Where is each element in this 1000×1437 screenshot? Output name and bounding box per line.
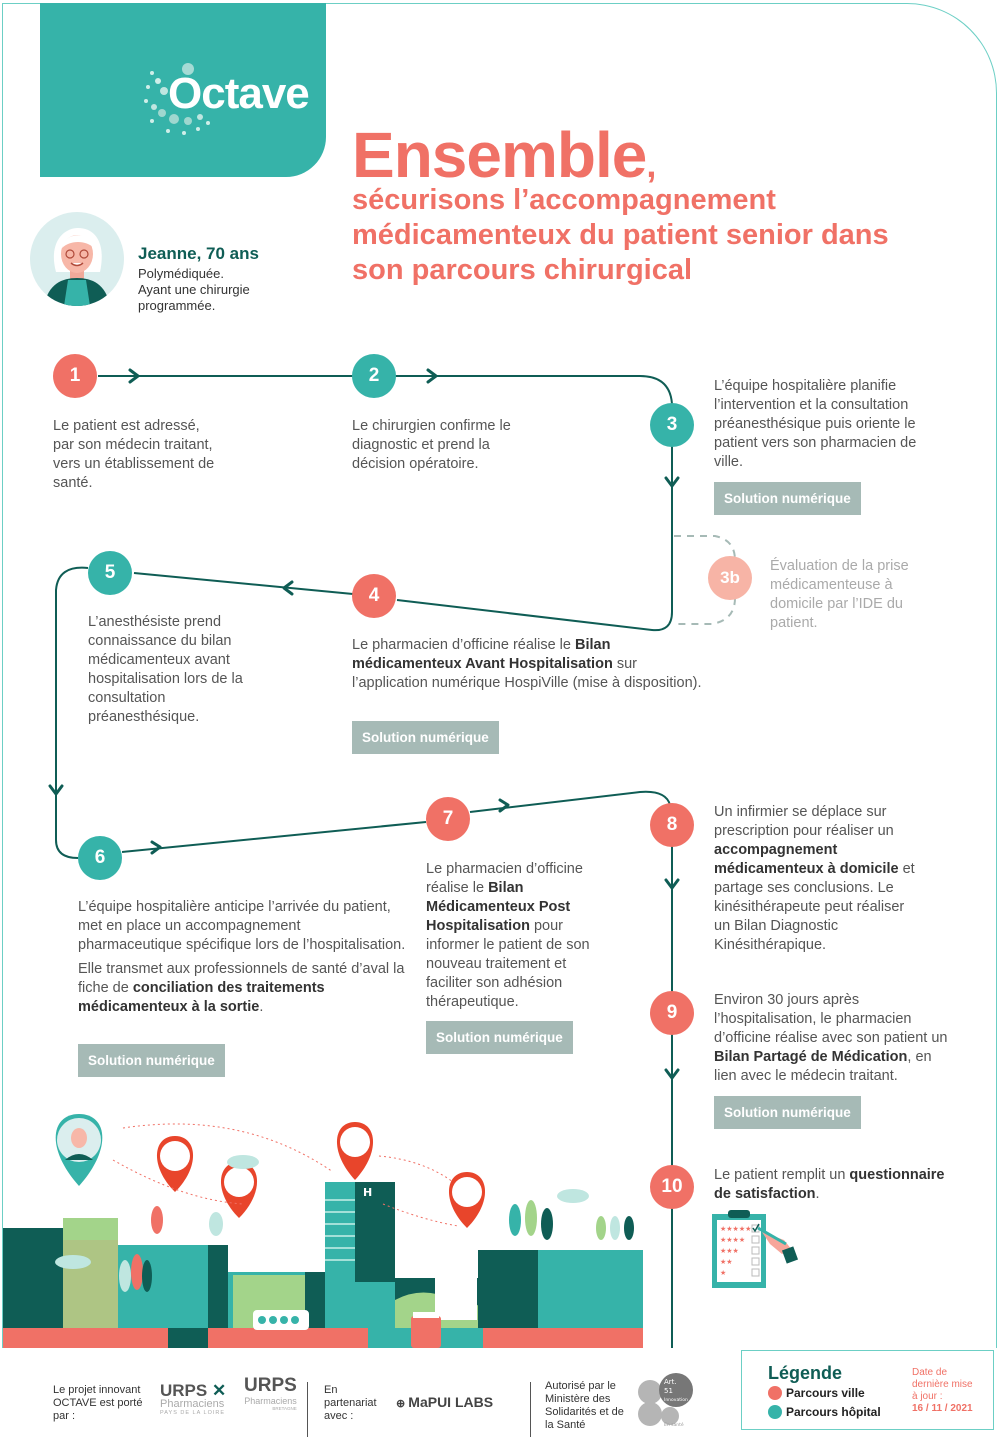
stethoscope-pin-icon	[449, 1172, 485, 1228]
text: Elle transmet aux professionnels de santé d’aval la fiche de	[78, 961, 405, 996]
step-9-description	[714, 991, 954, 1086]
highlight: accompagnement médicamenteux à domicile	[714, 842, 899, 877]
legend-dot-hopital-icon	[768, 1405, 782, 1419]
text: Le pharmacien d’officine réalise le	[352, 637, 576, 653]
last-update-label: Date de dernière mise à jour :	[912, 1367, 973, 1402]
urps2-sub: Pharmaciens	[244, 1396, 297, 1406]
step-6-description	[78, 898, 408, 1017]
headline	[352, 118, 655, 192]
step-2-badge: 2	[352, 354, 396, 398]
step-8-badge: 8	[650, 803, 694, 847]
art51-l2: 51	[664, 1387, 673, 1395]
highlight: questionnaire de satisfaction	[714, 1167, 945, 1202]
text: Environ 30 jours après l’hospitalisation, le pharmacien d’officine réalise avec son patient un	[714, 992, 948, 1046]
step-3-description: L’équipe hospitalière planifie l’intervention et la consultation préanesthésique puis oriente le patient vers son pharmacien de ville.	[714, 378, 917, 470]
art51-l1: Art.	[664, 1378, 677, 1386]
legend	[741, 1350, 994, 1430]
step-9-badge: 9	[650, 991, 694, 1035]
art51-l3: Innovation	[664, 1398, 688, 1403]
headline-comma: ,	[646, 144, 656, 185]
legend-label: Parcours hôpital	[786, 1405, 881, 1419]
art51-l4: En santé	[664, 1423, 684, 1428]
highlight: Bilan Médicamenteux Post Hospitalisation	[426, 880, 571, 934]
text: pour informer le patient de son nouveau traitement et faciliter son adhésion thérapeutique.	[426, 918, 590, 1010]
text: , en lien avec le médecin traitant.	[714, 1049, 932, 1084]
legend-label: Parcours ville	[786, 1386, 865, 1400]
urps1-name-text: URPS	[160, 1381, 208, 1400]
step-10-badge: 10	[650, 1165, 694, 1209]
legend-title: Légende	[768, 1363, 843, 1383]
step-2-description: Le chirurgien confirme le diagnostic et prend la décision opératoire.	[352, 418, 511, 472]
highlight: Bilan Partagé de Médication	[714, 1049, 908, 1065]
step-10-description	[714, 1166, 954, 1204]
step-3b-badge: 3b	[708, 556, 752, 600]
pharmacy-pin-icon	[157, 1136, 193, 1192]
step-9-solution-button[interactable]: Solution numérique	[714, 1096, 861, 1129]
carried-by-label: Le projet innovant OCTAVE est porté par :	[53, 1384, 143, 1422]
urps-pays-de-la-loire-logo	[160, 1382, 226, 1416]
step-6-solution-button[interactable]: Solution numérique	[78, 1044, 225, 1077]
text: sur l’application numérique HospiVille (mise à disposition).	[352, 656, 702, 691]
art51-logo	[636, 1372, 694, 1428]
legend-item-hopital	[768, 1405, 881, 1419]
last-update	[912, 1367, 974, 1415]
urps1-sub: Pharmaciens	[160, 1398, 225, 1410]
text: L’équipe hospitalière anticipe l’arrivée du patient, met en place un accompagnement pharmaceutique spécifique lors de l’hospitalisation.	[78, 899, 406, 953]
legend-item-ville	[768, 1386, 865, 1400]
step-1-badge: 1	[53, 354, 97, 398]
step-7-description	[426, 860, 606, 1012]
svg-text:★★: ★★	[720, 1258, 733, 1266]
text: Un infirmier se déplace sur prescription pour réaliser un	[714, 804, 894, 839]
text: .	[815, 1186, 820, 1202]
step-4-description	[352, 636, 702, 693]
svg-text:★: ★	[720, 1269, 727, 1277]
text: Le patient remplit un	[714, 1167, 850, 1183]
subtitle: sécurisons l’accompagnement médicamenteux du patient senior dans son parcours chirurgical	[352, 184, 889, 286]
urps-bretagne-logo	[230, 1376, 297, 1411]
text: Le pharmacien d’officine réalise le	[426, 861, 583, 896]
city-illustration	[3, 1100, 643, 1348]
senior-woman-icon	[30, 212, 124, 306]
partner-label: En partenariat avec :	[324, 1384, 377, 1422]
step-8-description	[714, 803, 924, 955]
svg-text:★★★★: ★★★★	[720, 1236, 746, 1244]
urps2-name: URPS	[244, 1375, 297, 1396]
logo-panel	[40, 3, 326, 177]
mapui-labs-logo	[396, 1394, 493, 1410]
satisfaction-clipboard-icon	[712, 1210, 802, 1290]
mapui-icon: ⊕	[396, 1398, 409, 1410]
urps1-region: PAYS DE LA LOIRE	[160, 1410, 226, 1416]
footer-divider	[307, 1382, 308, 1437]
hospital-sign: H	[363, 1186, 373, 1199]
last-update-date: 16 / 11 / 2021	[912, 1403, 973, 1414]
authorized-label: Autorisé par le Ministère des Solidarités et de la Santé	[545, 1380, 624, 1431]
step-5-badge: 5	[88, 551, 132, 595]
physiotherapy-pin-icon	[221, 1162, 257, 1218]
svg-text:★★★★★: ★★★★★	[720, 1225, 752, 1233]
svg-text:★★★: ★★★	[720, 1247, 739, 1255]
text: et partage ses conclusions. Le kinésithérapeute peut réaliser un Bilan Diagnostic Kinésithérapique.	[714, 861, 915, 953]
text: .	[259, 999, 264, 1015]
step-3-badge: 3	[650, 403, 694, 447]
highlight: Bilan médicamenteux Avant Hospitalisation	[352, 637, 613, 672]
persona-description	[138, 266, 298, 314]
highlight: conciliation des traitements médicamenteux à la sortie	[78, 980, 325, 1015]
text	[78, 960, 408, 1017]
step-7-solution-button[interactable]: Solution numérique	[426, 1021, 573, 1054]
logo-wordmark: Octave	[168, 69, 309, 118]
urps2-region: BRETAGNE	[272, 1406, 297, 1411]
step-1-description: Le patient est adressé, par son médecin traitant, vers un établissement de santé.	[53, 418, 215, 491]
legend-dot-ville-icon	[768, 1386, 782, 1400]
step-6-badge: 6	[78, 836, 122, 880]
patient-pin-icon	[56, 1114, 103, 1186]
step-5-description: L’anesthésiste prend connaissance du bilan médicamenteux avant hospitalisation lors de la consultation préanesthésique.	[88, 614, 243, 725]
step-3-solution-button[interactable]: Solution numérique	[714, 482, 861, 515]
surgery-tools-pin-icon	[337, 1122, 373, 1180]
persona-line-2: Ayant une chirurgie programmée.	[138, 282, 250, 313]
mapui-name: MaPUI LABS	[408, 1394, 494, 1410]
persona-line-1: Polymédiquée.	[138, 266, 224, 281]
urps1-name: URPS ✕	[160, 1381, 227, 1400]
persona-name: Jeanne, 70 ans	[138, 244, 259, 263]
step-7-badge: 7	[426, 797, 470, 841]
step-4-solution-button[interactable]: Solution numérique	[352, 721, 499, 754]
step-4-badge: 4	[352, 574, 396, 618]
avatar	[30, 212, 124, 306]
headline-word: Ensemble	[352, 119, 647, 191]
footer-divider	[530, 1382, 531, 1437]
step-3b-description: Évaluation de la prise médicamenteuse à domicile par l’IDE du patient.	[770, 558, 909, 631]
